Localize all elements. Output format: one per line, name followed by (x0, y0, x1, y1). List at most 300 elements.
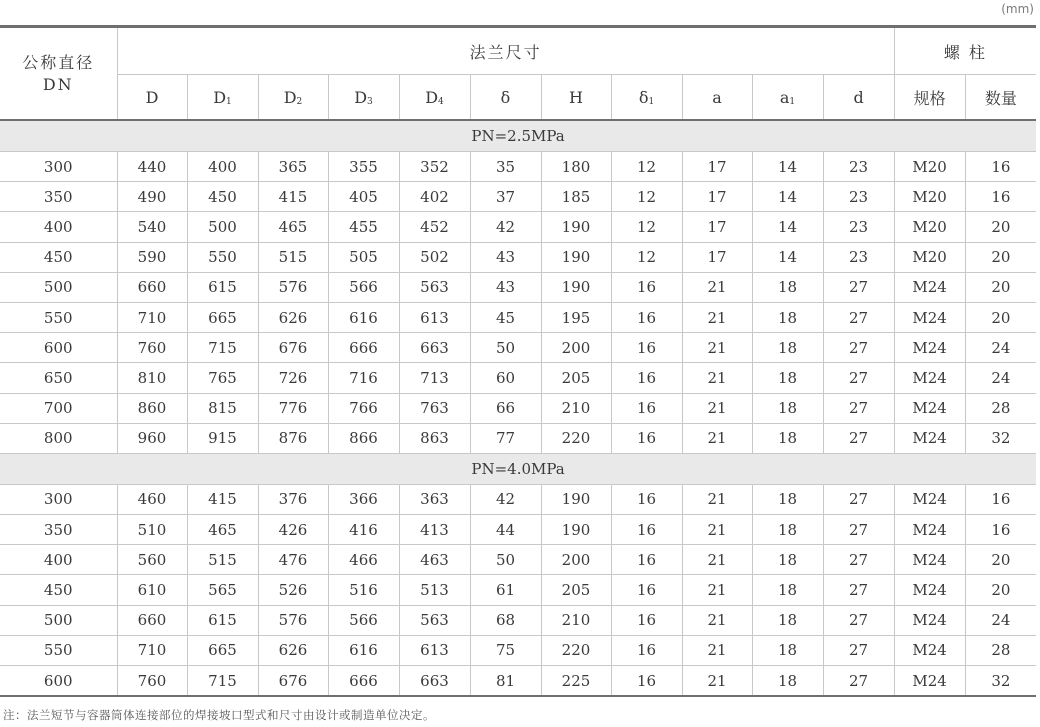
table-cell: 68 (470, 605, 541, 635)
table-cell: 21 (682, 666, 752, 697)
dn-header-line2: DN (42, 74, 74, 94)
table-cell: 27 (823, 545, 894, 575)
table-cell: 400 (0, 212, 117, 242)
table-row (0, 484, 1036, 514)
column-header (965, 75, 1036, 121)
table-cell: 760 (117, 333, 187, 363)
column-header-subscript: 1 (789, 96, 796, 107)
bolts-header: 螺 柱 (894, 27, 1036, 75)
dn-header (0, 27, 117, 121)
table-cell: 666 (328, 666, 399, 697)
table-cell: 405 (328, 182, 399, 212)
column-header-label: D (145, 87, 159, 107)
table-cell: 500 (0, 605, 117, 635)
table-cell: 43 (470, 272, 541, 302)
table-cell: 513 (399, 575, 470, 605)
column-header-label: D (283, 87, 297, 107)
table-cell: M20 (894, 152, 965, 182)
unit-label: (mm) (1001, 2, 1034, 16)
table-cell: 16 (611, 363, 682, 393)
table-cell: 220 (541, 635, 611, 665)
table-cell: 600 (0, 333, 117, 363)
column-header-label: 数量 (984, 88, 1017, 108)
table-cell: 27 (823, 333, 894, 363)
dn-header-line1: 公称直径 (22, 52, 95, 72)
table-cell: 205 (541, 363, 611, 393)
table-cell: 660 (117, 272, 187, 302)
table-cell: 20 (965, 575, 1036, 605)
table-cell: 17 (682, 212, 752, 242)
column-header (328, 75, 399, 121)
table-cell: 960 (117, 423, 187, 453)
table-cell: 21 (682, 393, 752, 423)
table-cell: 27 (823, 272, 894, 302)
table-cell: 27 (823, 423, 894, 453)
table-cell: 476 (258, 545, 328, 575)
table-cell: 715 (187, 333, 258, 363)
table-cell: 550 (187, 242, 258, 272)
table-cell: 355 (328, 152, 399, 182)
column-header (258, 75, 328, 121)
table-cell: 28 (965, 635, 1036, 665)
table-cell: 32 (965, 666, 1036, 697)
table-cell: 765 (187, 363, 258, 393)
table-cell: 460 (117, 484, 187, 514)
table-cell: M24 (894, 635, 965, 665)
table-cell: 27 (823, 393, 894, 423)
table-cell: 20 (965, 545, 1036, 575)
table-cell: 24 (965, 363, 1036, 393)
table-cell: 44 (470, 515, 541, 545)
table-cell: 713 (399, 363, 470, 393)
table-cell: 676 (258, 333, 328, 363)
table-cell: 726 (258, 363, 328, 393)
table-cell: 21 (682, 635, 752, 665)
table-cell: 27 (823, 666, 894, 697)
table-row (0, 423, 1036, 453)
table-cell: 28 (965, 393, 1036, 423)
table-row (0, 242, 1036, 272)
table-cell: 415 (187, 484, 258, 514)
table-cell: 18 (752, 423, 823, 453)
table-cell: 18 (752, 545, 823, 575)
table-cell: 415 (258, 182, 328, 212)
column-header-label: δ (500, 87, 511, 107)
table-cell: 60 (470, 363, 541, 393)
table-cell: 616 (328, 635, 399, 665)
table-cell: 540 (117, 212, 187, 242)
table-cell: 526 (258, 575, 328, 605)
table-cell: 27 (823, 302, 894, 332)
column-header (541, 75, 611, 121)
table-cell: 14 (752, 182, 823, 212)
table-cell: 16 (611, 666, 682, 697)
column-header-subscript: 4 (438, 96, 444, 107)
table-cell: 563 (399, 605, 470, 635)
flange-dimension-table (0, 25, 1036, 697)
table-cell: 16 (611, 393, 682, 423)
table-cell: 20 (965, 212, 1036, 242)
table-cell: 20 (965, 242, 1036, 272)
table-cell: 500 (187, 212, 258, 242)
table-cell: 12 (611, 212, 682, 242)
column-header-label: 规格 (913, 88, 946, 108)
table-cell: 413 (399, 515, 470, 545)
table-cell: 18 (752, 302, 823, 332)
table-cell: 61 (470, 575, 541, 605)
table-cell: 455 (328, 212, 399, 242)
table-cell: 18 (752, 515, 823, 545)
table-cell: 376 (258, 484, 328, 514)
table-cell: 18 (752, 666, 823, 697)
table-cell: 590 (117, 242, 187, 272)
column-header-subscript: 1 (648, 96, 655, 107)
table-cell: 515 (187, 545, 258, 575)
table-cell: 665 (187, 635, 258, 665)
table-cell: 18 (752, 484, 823, 514)
table-cell: 37 (470, 182, 541, 212)
table-cell: 17 (682, 242, 752, 272)
table-cell: 16 (611, 515, 682, 545)
table-cell: 20 (965, 302, 1036, 332)
section-row (0, 120, 1036, 152)
table-cell: 27 (823, 484, 894, 514)
table-cell: 21 (682, 484, 752, 514)
table-cell: 402 (399, 182, 470, 212)
column-header (682, 75, 752, 121)
table-cell: 400 (187, 152, 258, 182)
table-cell: 21 (682, 515, 752, 545)
table-row (0, 212, 1036, 242)
table-cell: 81 (470, 666, 541, 697)
table-cell: 77 (470, 423, 541, 453)
table-cell: M24 (894, 363, 965, 393)
column-header (752, 75, 823, 121)
table-cell: 452 (399, 212, 470, 242)
table-cell: 660 (117, 605, 187, 635)
table-cell: 42 (470, 484, 541, 514)
table-cell: 760 (117, 666, 187, 697)
table-cell: 27 (823, 363, 894, 393)
table-cell: 210 (541, 393, 611, 423)
section-label: PN=2.5MPa (0, 120, 1036, 152)
table-cell: 863 (399, 423, 470, 453)
table-cell: 666 (328, 333, 399, 363)
table-cell: M20 (894, 212, 965, 242)
table-cell: 18 (752, 605, 823, 635)
table-cell: 416 (328, 515, 399, 545)
table-cell: 18 (752, 635, 823, 665)
table-cell: 12 (611, 152, 682, 182)
table-cell: 600 (0, 666, 117, 697)
table-cell: 576 (258, 272, 328, 302)
table-cell: M24 (894, 302, 965, 332)
column-header (611, 75, 682, 121)
table-cell: 27 (823, 575, 894, 605)
column-header-label: D (425, 87, 439, 107)
table-cell: 465 (258, 212, 328, 242)
table-cell: M24 (894, 575, 965, 605)
table-cell: 18 (752, 272, 823, 302)
table-cell: 16 (611, 423, 682, 453)
column-header (470, 75, 541, 121)
table-row (0, 575, 1036, 605)
table-cell: 21 (682, 333, 752, 363)
table-cell: M24 (894, 333, 965, 363)
table-cell: 876 (258, 423, 328, 453)
column-header-subscript: 2 (296, 96, 303, 107)
table-row (0, 605, 1036, 635)
table-cell: 66 (470, 393, 541, 423)
table-cell: 18 (752, 333, 823, 363)
table-cell: 16 (611, 605, 682, 635)
table-cell: M24 (894, 484, 965, 514)
table-cell: 550 (0, 302, 117, 332)
table-cell: 450 (187, 182, 258, 212)
section-label: PN=4.0MPa (0, 453, 1036, 484)
table-cell: 18 (752, 393, 823, 423)
table-cell: 190 (541, 484, 611, 514)
table-cell: M24 (894, 545, 965, 575)
table-cell: 915 (187, 423, 258, 453)
table-cell: 300 (0, 152, 117, 182)
table-cell: 466 (328, 545, 399, 575)
table-cell: 350 (0, 515, 117, 545)
table-cell: 23 (823, 152, 894, 182)
table-cell: 500 (0, 272, 117, 302)
table-cell: 300 (0, 484, 117, 514)
column-header (894, 75, 965, 121)
table-cell: 16 (611, 333, 682, 363)
table-cell: 50 (470, 333, 541, 363)
table-cell: 12 (611, 242, 682, 272)
table-row (0, 635, 1036, 665)
column-header (117, 75, 187, 121)
table-cell: 24 (965, 333, 1036, 363)
table-cell: 566 (328, 605, 399, 635)
column-header (187, 75, 258, 121)
table-cell: 716 (328, 363, 399, 393)
column-header-label: d (853, 87, 864, 107)
table-row (0, 302, 1036, 332)
table-cell: 14 (752, 152, 823, 182)
column-header-label: a (712, 87, 722, 107)
table-cell: 14 (752, 242, 823, 272)
table-cell: 365 (258, 152, 328, 182)
table-cell: 23 (823, 182, 894, 212)
table-cell: 510 (117, 515, 187, 545)
table-cell: 16 (965, 152, 1036, 182)
column-header-subscript: 3 (367, 96, 373, 107)
table-cell: 200 (541, 545, 611, 575)
table-cell: 426 (258, 515, 328, 545)
table-cell: 665 (187, 302, 258, 332)
table-cell: 615 (187, 272, 258, 302)
table-cell: 616 (328, 302, 399, 332)
table-cell: 12 (611, 182, 682, 212)
table-cell: 17 (682, 182, 752, 212)
table-cell: M24 (894, 666, 965, 697)
table-cell: 195 (541, 302, 611, 332)
table-cell: 400 (0, 545, 117, 575)
table-cell: 14 (752, 212, 823, 242)
table-cell: 613 (399, 302, 470, 332)
table-cell: 626 (258, 635, 328, 665)
table-cell: 766 (328, 393, 399, 423)
table-row (0, 545, 1036, 575)
table-cell: 505 (328, 242, 399, 272)
table-cell: 550 (0, 635, 117, 665)
table-cell: 866 (328, 423, 399, 453)
table-cell: 366 (328, 484, 399, 514)
table-cell: 21 (682, 605, 752, 635)
table-cell: M24 (894, 272, 965, 302)
table-cell: 21 (682, 575, 752, 605)
table-row (0, 182, 1036, 212)
table-cell: 815 (187, 393, 258, 423)
table-cell: 450 (0, 575, 117, 605)
table-cell: 490 (117, 182, 187, 212)
table-cell: 225 (541, 666, 611, 697)
table-cell: M20 (894, 242, 965, 272)
table-cell: 21 (682, 545, 752, 575)
table-cell: 700 (0, 393, 117, 423)
table-cell: 27 (823, 605, 894, 635)
table-cell: 180 (541, 152, 611, 182)
table-cell: 650 (0, 363, 117, 393)
table-cell: 24 (965, 605, 1036, 635)
table-cell: 16 (611, 272, 682, 302)
table-cell: 18 (752, 363, 823, 393)
table-cell: 710 (117, 302, 187, 332)
table-cell: 763 (399, 393, 470, 423)
table-cell: 663 (399, 333, 470, 363)
table-cell: M24 (894, 605, 965, 635)
table-row (0, 152, 1036, 182)
column-header (823, 75, 894, 121)
table-cell: 566 (328, 272, 399, 302)
table-cell: 75 (470, 635, 541, 665)
table-row (0, 515, 1036, 545)
table-cell: 17 (682, 152, 752, 182)
table-cell: 352 (399, 152, 470, 182)
table-row (0, 272, 1036, 302)
table-cell: 200 (541, 333, 611, 363)
table-cell: 16 (965, 515, 1036, 545)
table-cell: 16 (611, 545, 682, 575)
table-cell: 42 (470, 212, 541, 242)
table-cell: 860 (117, 393, 187, 423)
table-cell: 516 (328, 575, 399, 605)
table-cell: 27 (823, 635, 894, 665)
table-cell: 21 (682, 423, 752, 453)
table-row (0, 333, 1036, 363)
table-cell: 205 (541, 575, 611, 605)
column-header-label: D (213, 87, 227, 107)
table-cell: 663 (399, 666, 470, 697)
table-cell: 710 (117, 635, 187, 665)
table-cell: 210 (541, 605, 611, 635)
table-cell: 35 (470, 152, 541, 182)
table-cell: 800 (0, 423, 117, 453)
table-cell: 43 (470, 242, 541, 272)
table-cell: 465 (187, 515, 258, 545)
table-cell: 190 (541, 212, 611, 242)
table-row (0, 666, 1036, 697)
table-cell: 16 (611, 484, 682, 514)
table-cell: 21 (682, 363, 752, 393)
table-cell: 190 (541, 515, 611, 545)
footnote: 注：法兰短节与容器筒体连接部位的焊接坡口型式和尺寸由设计或制造单位决定。 (3, 708, 435, 722)
section-row (0, 453, 1036, 484)
table-cell: 190 (541, 242, 611, 272)
column-header-row (0, 75, 1036, 121)
table-cell: 190 (541, 272, 611, 302)
table-cell: 715 (187, 666, 258, 697)
table-row (0, 393, 1036, 423)
table-cell: 563 (399, 272, 470, 302)
table-cell: 810 (117, 363, 187, 393)
table-cell: 220 (541, 423, 611, 453)
table-cell: M24 (894, 515, 965, 545)
table-cell: 626 (258, 302, 328, 332)
table-cell: 613 (399, 635, 470, 665)
table-cell: 16 (611, 635, 682, 665)
table-cell: 18 (752, 575, 823, 605)
column-header (399, 75, 470, 121)
flange-dims-header: 法兰尺寸 (117, 27, 894, 75)
table-cell: 50 (470, 545, 541, 575)
table-cell: 27 (823, 515, 894, 545)
table-cell: 615 (187, 605, 258, 635)
table-cell: M20 (894, 182, 965, 212)
table-cell: 23 (823, 212, 894, 242)
table-cell: 576 (258, 605, 328, 635)
table-cell: 16 (611, 575, 682, 605)
table-cell: 21 (682, 302, 752, 332)
column-header-label: H (569, 87, 583, 107)
table-cell: 185 (541, 182, 611, 212)
table-row (0, 363, 1036, 393)
table-cell: 463 (399, 545, 470, 575)
table-cell: 16 (965, 182, 1036, 212)
table-cell: 16 (965, 484, 1036, 514)
column-header-label: δ (638, 87, 649, 107)
column-header-subscript: 1 (226, 96, 232, 107)
table-cell: 610 (117, 575, 187, 605)
table-cell: 776 (258, 393, 328, 423)
table-cell: 350 (0, 182, 117, 212)
table-cell: 565 (187, 575, 258, 605)
table-cell: 20 (965, 272, 1036, 302)
table-cell: 16 (611, 302, 682, 332)
table-cell: 32 (965, 423, 1036, 453)
table-cell: 560 (117, 545, 187, 575)
table-cell: 450 (0, 242, 117, 272)
table-cell: 502 (399, 242, 470, 272)
column-header-label: D (354, 87, 368, 107)
table-cell: 23 (823, 242, 894, 272)
table-cell: 440 (117, 152, 187, 182)
table-cell: M24 (894, 423, 965, 453)
table-cell: 676 (258, 666, 328, 697)
table-cell: 45 (470, 302, 541, 332)
table-cell: 515 (258, 242, 328, 272)
column-header-label: a (779, 87, 790, 107)
table-cell: 21 (682, 272, 752, 302)
table-cell: M24 (894, 393, 965, 423)
table-cell: 363 (399, 484, 470, 514)
